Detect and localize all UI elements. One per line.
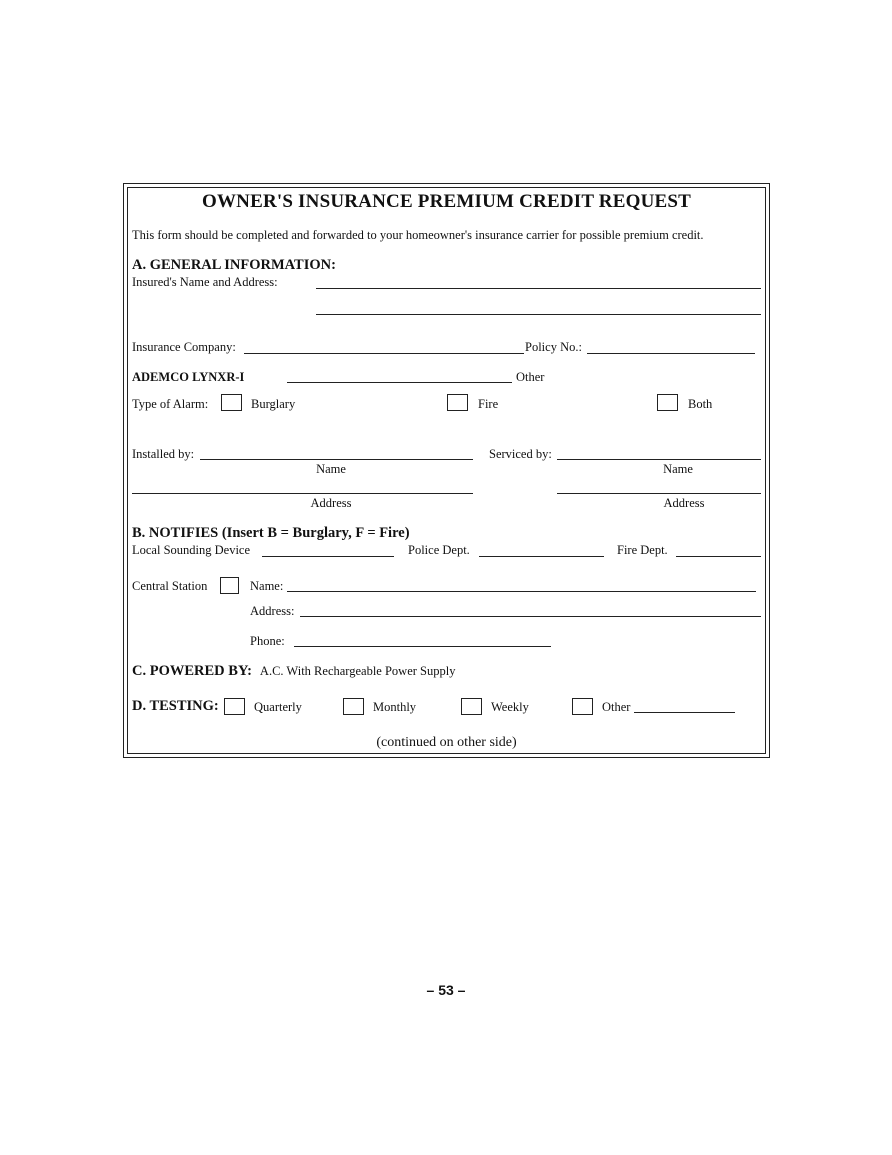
cs-name-line[interactable] <box>287 591 756 592</box>
serviced-by-name-caption: Name <box>663 462 693 476</box>
insurance-company-label: Insurance Company: <box>132 340 236 354</box>
quarterly-label: Quarterly <box>254 700 302 714</box>
other-model-line[interactable] <box>287 382 512 383</box>
both-checkbox[interactable] <box>657 394 678 411</box>
power-supply-value: A.C. With Rechargeable Power Supply <box>259 664 456 678</box>
other-testing-line[interactable] <box>634 712 735 713</box>
alarm-type-label: Type of Alarm: <box>132 397 209 411</box>
central-station-checkbox[interactable] <box>220 577 239 594</box>
serviced-by-address-caption: Address <box>663 496 705 510</box>
cs-phone-label: Phone: <box>250 634 285 648</box>
burglary-label: Burglary <box>251 397 296 411</box>
installed-by-name-line[interactable] <box>200 459 473 460</box>
fire-label: Fire <box>478 397 499 411</box>
page-number: – 53 – <box>426 982 466 998</box>
police-line[interactable] <box>479 556 604 557</box>
installed-by-label: Installed by: <box>132 447 195 461</box>
quarterly-checkbox[interactable] <box>224 698 245 715</box>
weekly-label: Weekly <box>491 700 529 714</box>
policy-no-label: Policy No.: <box>525 340 582 354</box>
installed-by-address-caption: Address <box>310 496 352 510</box>
serviced-by-address-line[interactable] <box>557 493 761 494</box>
policy-no-line[interactable] <box>587 353 755 354</box>
other-testing-checkbox[interactable] <box>572 698 593 715</box>
weekly-checkbox[interactable] <box>461 698 482 715</box>
serviced-by-label: Serviced by: <box>489 447 552 461</box>
monthly-label: Monthly <box>373 700 417 714</box>
insured-label: Insured's Name and Address: <box>132 275 278 289</box>
model-label: ADEMCO LYNXR-I <box>132 370 245 384</box>
section-c-heading: C. POWERED BY: <box>132 663 252 679</box>
installed-by-name-caption: Name <box>316 462 346 476</box>
both-label: Both <box>688 397 713 411</box>
section-c-row <box>132 662 455 680</box>
cs-address-label: Address: <box>250 604 295 618</box>
installed-by-address-line[interactable] <box>132 493 473 494</box>
section-b-heading: B. NOTIFIES (Insert B = Burglary, F = Fire) <box>132 525 410 541</box>
other-testing-label: Other <box>602 700 631 714</box>
form-title: OWNER'S INSURANCE PREMIUM CREDIT REQUEST <box>201 191 692 212</box>
burglary-checkbox[interactable] <box>221 394 242 411</box>
central-station-label: Central Station <box>132 579 208 593</box>
continued-note: (continued on other side) <box>376 735 517 750</box>
fire-dept-line[interactable] <box>676 556 761 557</box>
insured-line-2[interactable] <box>316 314 761 315</box>
fire-dept-label: Fire Dept. <box>617 543 668 557</box>
cs-phone-line[interactable] <box>294 646 551 647</box>
monthly-checkbox[interactable] <box>343 698 364 715</box>
section-a-heading: A. GENERAL INFORMATION: <box>132 257 336 273</box>
fire-checkbox[interactable] <box>447 394 468 411</box>
local-sounding-line[interactable] <box>262 556 394 557</box>
local-sounding-label: Local Sounding Device <box>132 543 251 557</box>
cs-name-label: Name: <box>250 579 284 593</box>
other-label: Other <box>516 370 545 384</box>
insurance-company-line[interactable] <box>244 353 524 354</box>
section-d-heading: D. TESTING: <box>132 698 219 714</box>
serviced-by-name-line[interactable] <box>557 459 761 460</box>
form-intro: This form should be completed and forwarded to your homeowner's insurance carrier for possible premium credit. <box>132 228 704 242</box>
police-label: Police Dept. <box>408 543 470 557</box>
insured-line-1[interactable] <box>316 288 761 289</box>
cs-address-line[interactable] <box>300 616 761 617</box>
